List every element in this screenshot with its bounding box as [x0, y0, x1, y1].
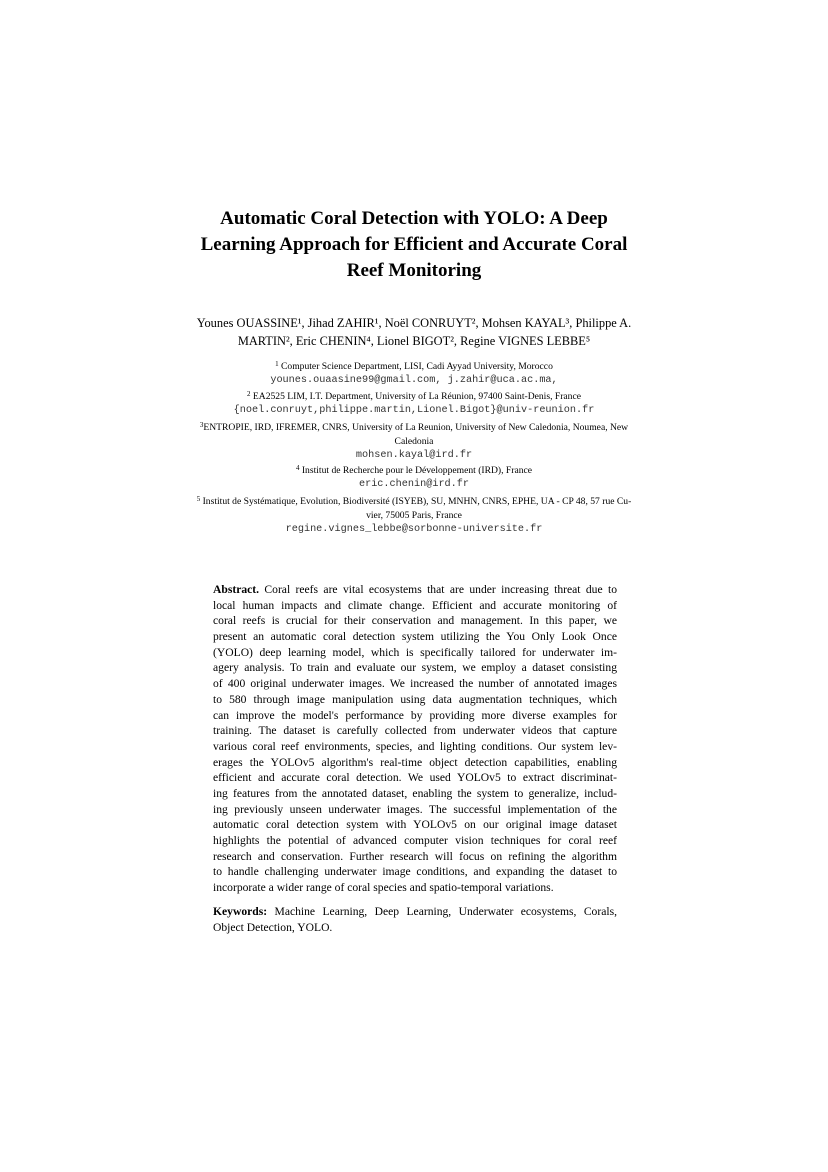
- affiliation-text: Caledonia: [394, 436, 434, 447]
- abstract: [213, 582, 617, 896]
- affiliation-number: 2: [247, 390, 251, 398]
- abstract-line: can improve the model's performance by providing more diverse examples for: [213, 708, 617, 722]
- affiliation-text: ENTROPIE, IRD, IFREMER, CNRS, University of La Reunion, University of New Caledonia, Noumea, New: [203, 422, 629, 433]
- affiliation-text: EA2525 LIM, I.T. Department, University of La Réunion, 97400 Saint-Denis, France: [252, 391, 581, 402]
- abstract-line: efficient and accurate coral detection. We used YOLOv5 to extract discriminat-: [213, 771, 617, 785]
- abstract-label: Abstract.: [213, 583, 260, 596]
- author-list: [150, 314, 678, 350]
- abstract-line: local human impacts and climate change. Efficient and accurate monitoring of: [213, 598, 617, 612]
- abstract-line: highlights the potential of advanced computer vision techniques for coral reef: [213, 834, 617, 847]
- abstract-line: of 400 original underwater images. We increased the number of annotated images: [213, 677, 617, 691]
- affiliation-email: mohsen.kayal@ird.fr: [355, 450, 473, 461]
- affiliation-text: Institut de Systématique, Evolution, Biodiversité (ISYEB), SU, MNHN, CNRS, EPHE, UA - CP 48, 57 rue Cu-: [202, 496, 632, 507]
- abstract-line: coral reefs is crucial for their conservation and management. In this paper, we: [213, 614, 617, 628]
- abstract-line: agery analysis. To train and evaluate our system, we employ a dataset consisting: [213, 661, 617, 675]
- abstract-line: automatic coral detection system with YOLOv5 on our original image dataset: [213, 818, 617, 832]
- abstract-line: research and conservation. Further research will focus on refining the algorithm: [213, 849, 617, 863]
- affiliation-email: eric.chenin@ird.fr: [358, 479, 470, 490]
- author-line: Younes OUASSINE¹, Jihad ZAHIR¹, Noël CONRUYT², Mohsen KAYAL³, Philippe A.: [196, 316, 632, 330]
- affiliation-3: [150, 421, 678, 463]
- abstract-line: (YOLO) deep learning model, which is specifically tailored for underwater im-: [213, 645, 617, 659]
- keywords-line: Object Detection, YOLO.: [213, 921, 333, 934]
- abstract-line: training. The dataset is carefully collected from underwater videos that capture: [213, 724, 617, 738]
- affiliation-2: [150, 390, 678, 418]
- abstract-line: various coral reef environments, species, and lighting conditions. Our system lev-: [213, 739, 617, 753]
- affiliation-email: younes.ouaasine99@gmail.com, j.zahir@uca.ac.ma,: [270, 375, 558, 386]
- author-line: MARTIN², Eric CHENIN⁴, Lionel BIGOT², Regine VIGNES LEBBE⁵: [237, 334, 591, 348]
- abstract-line: to 580 through image manipulation using data augmentation techniques, which: [213, 692, 617, 706]
- title-line: Learning Approach for Efficient and Accurate Coral: [200, 234, 628, 255]
- abstract-line: erages the YOLOv5 algorithm's real-time object detection capabilities, enabling: [213, 755, 617, 769]
- affiliation-text: vier, 75005 Paris, France: [366, 510, 462, 521]
- keywords-line: Machine Learning, Deep Learning, Underwater ecosystems, Corals,: [267, 905, 617, 918]
- affiliation-email: regine.vignes_lebbe@sorbonne-universite.fr: [285, 524, 543, 535]
- title-line: Automatic Coral Detection with YOLO: A Deep: [220, 208, 608, 229]
- affiliation-number: 4: [295, 464, 300, 472]
- keywords-label: Keywords:: [213, 905, 268, 918]
- affiliation-text: Computer Science Department, LISI, Cadi Ayyad University, Morocco: [281, 361, 553, 372]
- affiliation-text: Institut de Recherche pour le Développement (IRD), France: [301, 465, 533, 476]
- affiliation-number: 3: [199, 421, 204, 429]
- abstract-line: Coral reefs are vital ecosystems that are under increasing threat due to: [259, 583, 617, 596]
- abstract-line: incorporate a wider range of coral species and spatio-temporal variations.: [213, 881, 554, 895]
- affiliation-number: 1: [275, 360, 279, 368]
- abstract-line: ing features from the annotated dataset, enabling the system to generalize, includ-: [213, 786, 617, 800]
- abstract-line: ing previously unseen underwater images. The successful implementation of the: [213, 802, 617, 816]
- affiliation-4: [150, 464, 678, 492]
- keywords: [213, 904, 617, 936]
- affiliation-5: [150, 495, 678, 537]
- abstract-line: to handle challenging underwater image conditions, and expanding the dataset to: [213, 865, 617, 879]
- title-line: Reef Monitoring: [346, 260, 482, 281]
- affiliation-1: [150, 360, 678, 388]
- affiliation-email: {noel.conruyt,philippe.martin,Lionel.Bigot}@univ-reunion.fr: [233, 405, 595, 416]
- abstract-line: present an automatic coral detection system utilizing the You Only Look Once: [213, 630, 617, 644]
- affiliation-number: 5: [196, 495, 201, 503]
- paper-title: [150, 206, 678, 284]
